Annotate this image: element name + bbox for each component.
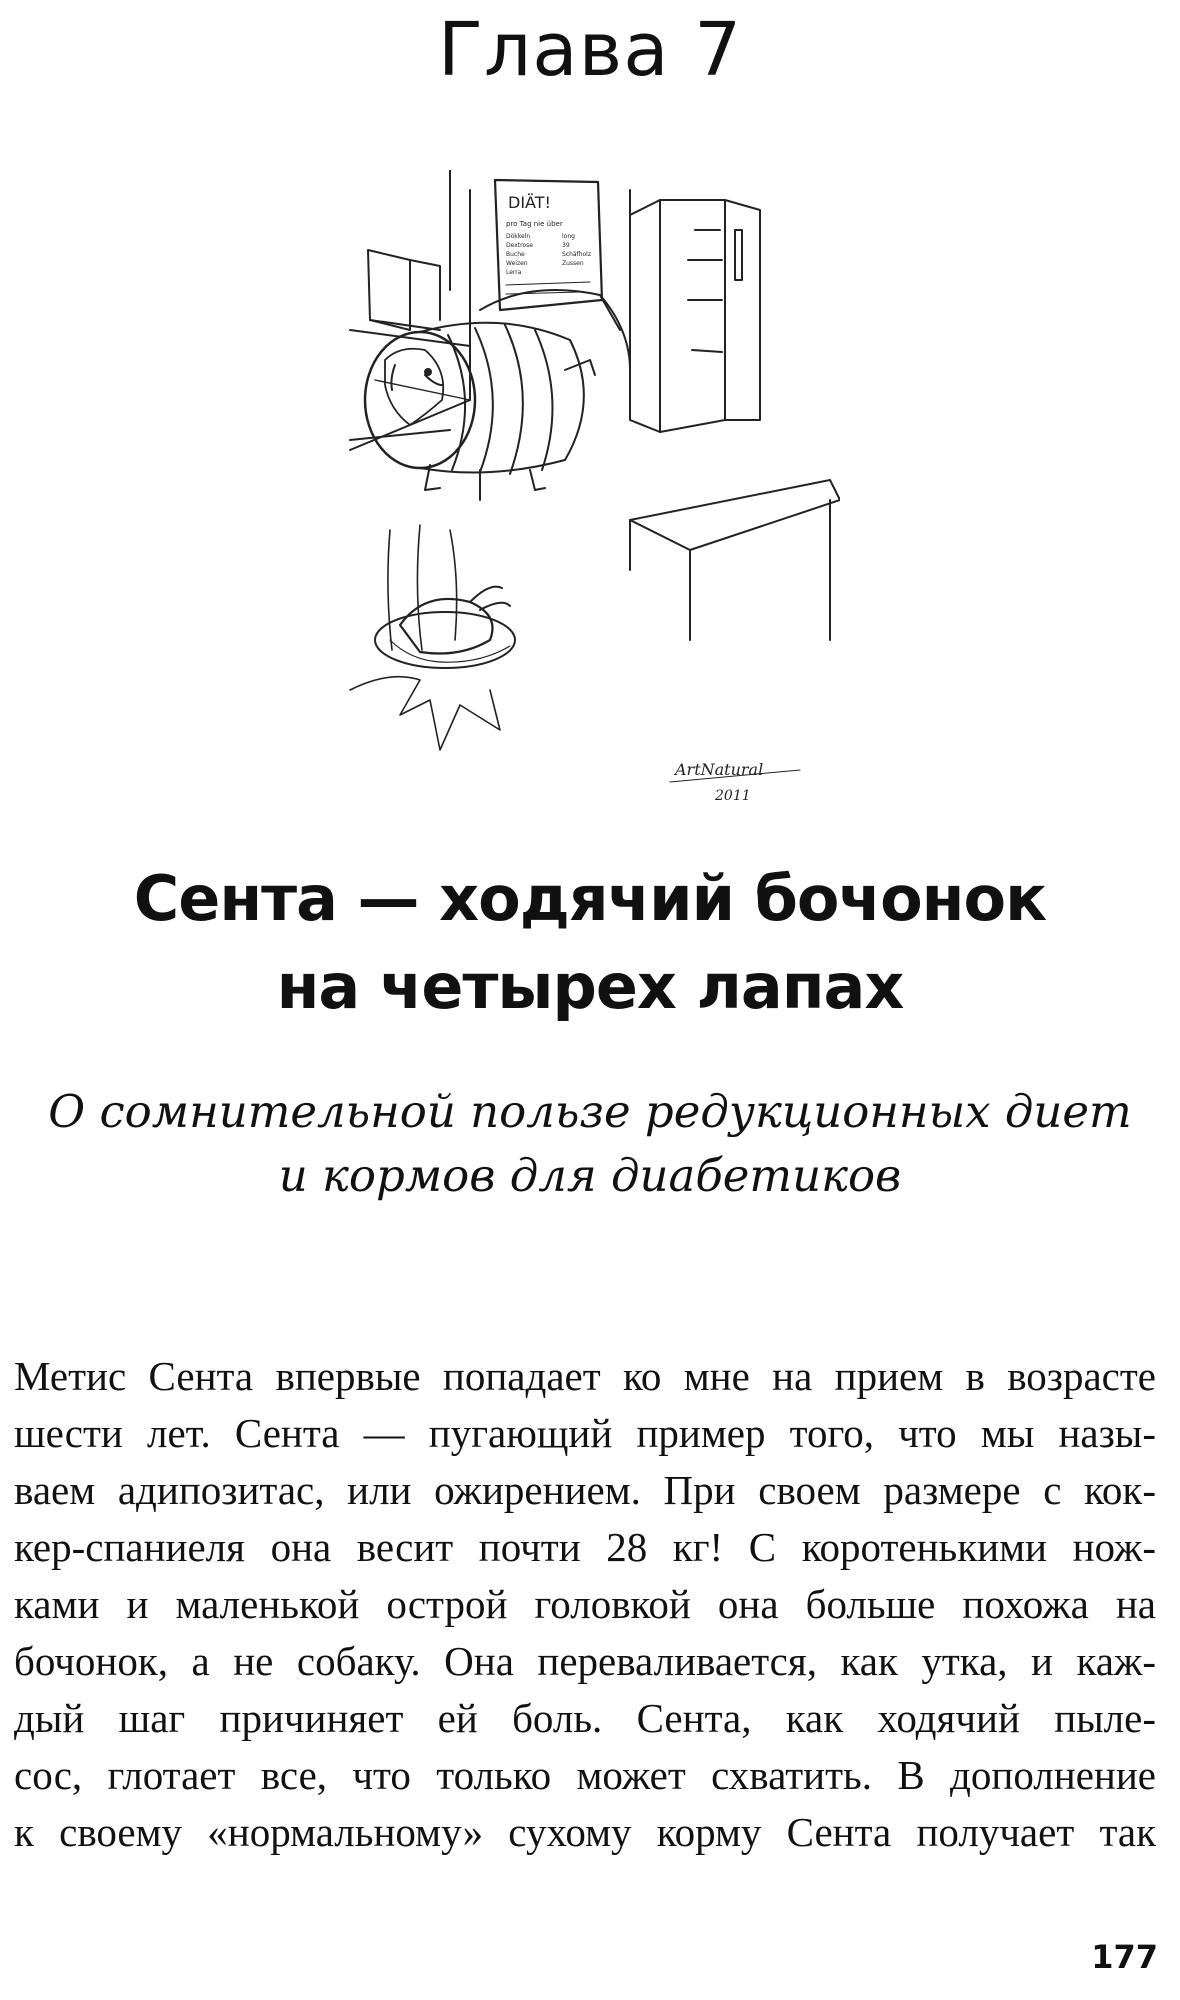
page-number: 177 — [1091, 1938, 1158, 1976]
body-paragraph — [14, 1348, 1156, 1861]
roast-chicken-drawing — [350, 587, 515, 750]
sign-item-3: Buche — [506, 251, 525, 258]
fridge-drawing — [630, 190, 760, 432]
sign-amount-4: Zussen — [562, 260, 584, 267]
body-line: ваем адипозитас, или ожирением. При своем размере с кок- — [14, 1467, 1156, 1513]
svg-text:2011: 2011 — [715, 788, 751, 804]
sign-subtitle: pro Tag nie über — [506, 220, 563, 228]
chapter-title-line-2: на четырех лапах — [276, 950, 904, 1023]
body-line: сос, глотает все, что только может схватить. В дополнение — [14, 1752, 1156, 1798]
sign-item-4: Weizen — [506, 260, 528, 267]
sign-item-1: Dökkeln — [506, 233, 531, 240]
svg-text:ArtNatural: ArtNatural — [675, 760, 764, 779]
barrel-dog-drawing — [365, 290, 630, 500]
sign-amount-3: Schäfholz — [562, 251, 591, 258]
chapter-heading: Глава 7 — [437, 7, 743, 93]
body-line: дый шаг причиняет ей боль. Сента, как ходячий пыле- — [14, 1695, 1156, 1741]
sign-amount-2: 39 — [562, 242, 570, 249]
sign-item-2: Dextrose — [506, 242, 533, 249]
chapter-subtitle-line-1: О сомнительной пользе редукционных диет — [48, 1085, 1132, 1138]
artist-signature — [670, 760, 800, 804]
chapter-subtitle — [40, 1080, 1140, 1208]
sign-title: DIÄT! — [508, 193, 551, 212]
window-drawing — [350, 170, 470, 400]
sign-item-5: Lerra — [506, 269, 522, 276]
table-drawing — [630, 480, 840, 640]
chapter-title-line-1: Сента — ходячий бочонок — [133, 862, 1047, 935]
chapter-subtitle-line-2: и кормов для диабетиков — [278, 1149, 902, 1202]
body-line: шести лет. Сента — пугающий пример того, что мы назы- — [14, 1410, 1156, 1456]
chapter-illustration — [330, 170, 840, 820]
body-line: кер-спаниеля она весит почти 28 кг! С коротенькими нож- — [14, 1524, 1156, 1570]
chapter-title — [60, 855, 1120, 1031]
body-line: ками и маленькой острой головкой она больше похожа на — [14, 1581, 1156, 1627]
sign-amount-1: long — [562, 233, 575, 240]
body-line: бочонок, а не собаку. Она переваливается, как утка, и каж- — [14, 1638, 1156, 1684]
body-line: Метис Сента впервые попадает ко мне на прием в возрасте — [14, 1353, 1156, 1399]
body-line: к своему «нормальному» сухому корму Сента получает так — [14, 1809, 1156, 1855]
